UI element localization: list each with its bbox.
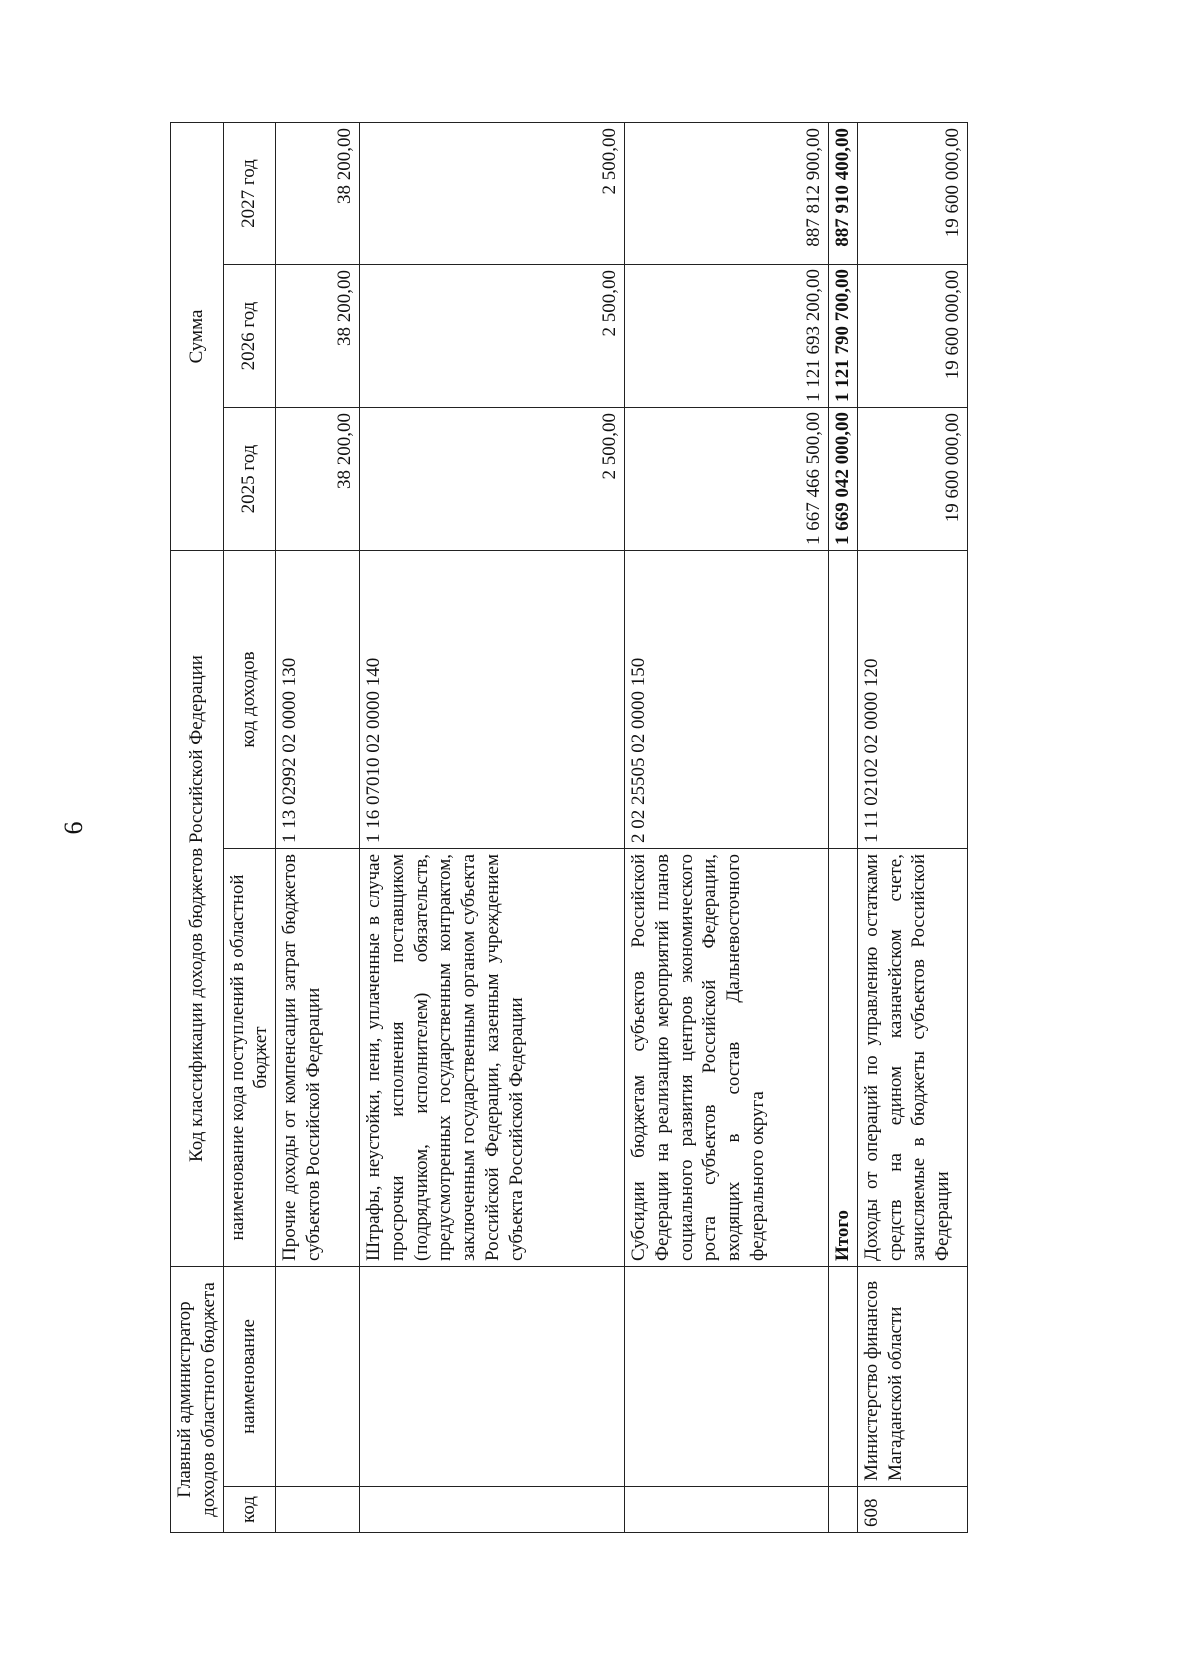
cell-2026: 19 600 000,00: [857, 265, 967, 408]
cell-2026: 38 200,00: [276, 265, 360, 408]
cell-admin-code: [360, 1487, 625, 1533]
cell-income-code: 1 13 02992 02 0000 130: [276, 551, 360, 849]
header-income-name: наименование кода поступлений в областной бюджет: [223, 849, 276, 1267]
cell-2027: 19 600 000,00: [857, 122, 967, 264]
cell-income-code: 1 11 02102 02 0000 120: [857, 551, 967, 849]
cell-income-code: 2 02 25505 02 0000 150: [625, 551, 829, 849]
cell-2027: 2 500,00: [360, 122, 625, 264]
cell-2025: 19 600 000,00: [857, 408, 967, 551]
cell-admin-name: [625, 1267, 829, 1487]
cell-2025: 2 500,00: [360, 408, 625, 551]
rotated-table-sheet: [170, 123, 1020, 1533]
cell-2025: 38 200,00: [276, 408, 360, 551]
header-year-2025: 2025 год: [223, 408, 276, 551]
cell-admin-name: Министерство финансов Магаданской области: [857, 1267, 967, 1487]
cell-income-name: Доходы от операций по управлению остатками средств на едином казначейском счете, зачисляемые в бюджеты субъектов Российской Федерации: [857, 849, 967, 1267]
cell-total-2025: 1 669 042 000,00: [829, 408, 858, 551]
cell-admin-code: [829, 1487, 858, 1533]
table-row-total: [829, 122, 858, 1532]
cell-admin-code: [276, 1487, 360, 1533]
page-number: 6: [59, 821, 88, 835]
cell-total-2026: 1 121 790 700,00: [829, 265, 858, 408]
cell-2026: 1 121 693 200,00: [625, 265, 829, 408]
cell-admin-code: [625, 1487, 829, 1533]
income-classification-table: [170, 122, 968, 1533]
cell-income-name: Субсидии бюджетам субъектов Российской Федерации на реализацию мероприятий планов социального развития центров экономического роста субъектов Российской Федерации, входящих в состав Дальневосточного федерального округа: [625, 849, 829, 1267]
header-sum-group: Сумма: [171, 122, 224, 550]
cell-admin-code: 608: [857, 1487, 967, 1533]
header-income-code: код доходов: [223, 551, 276, 849]
header-year-2026: 2026 год: [223, 265, 276, 408]
cell-2027: 38 200,00: [276, 122, 360, 264]
cell-admin-name: [276, 1267, 360, 1487]
table-row: [625, 122, 829, 1532]
cell-total-2027: 887 910 400,00: [829, 122, 858, 264]
cell-income-code: 1 16 07010 02 0000 140: [360, 551, 625, 849]
table-row: [276, 122, 360, 1532]
cell-income-name: Штрафы, неустойки, пени, уплаченные в случае просрочки исполнения поставщиком (подрядчиком, исполнителем) обязательств, предусмотренных государственным контрактом, заключенным государственным органом субъекта Российской Федерации, казенным учреждением субъекта Российской Федерации: [360, 849, 625, 1267]
cell-2026: 2 500,00: [360, 265, 625, 408]
header-admin-code: код: [223, 1487, 276, 1533]
cell-2025: 1 667 466 500,00: [625, 408, 829, 551]
cell-total-label: Итого: [829, 849, 858, 1267]
cell-admin-name: [360, 1267, 625, 1487]
header-admin-group: Главный администратор доходов областного бюджета: [171, 1267, 224, 1533]
header-year-2027: 2027 год: [223, 122, 276, 264]
cell-income-name: Прочие доходы от компенсации затрат бюджетов субъектов Российской Федерации: [276, 849, 360, 1267]
cell-income-code: [829, 551, 858, 849]
header-classification-group: Код классификации доходов бюджетов Российской Федерации: [171, 551, 224, 1267]
table-row: [857, 122, 967, 1532]
header-admin-name: наименование: [223, 1267, 276, 1487]
cell-admin-name: [829, 1267, 858, 1487]
cell-2027: 887 812 900,00: [625, 122, 829, 264]
table-row: [360, 122, 625, 1532]
